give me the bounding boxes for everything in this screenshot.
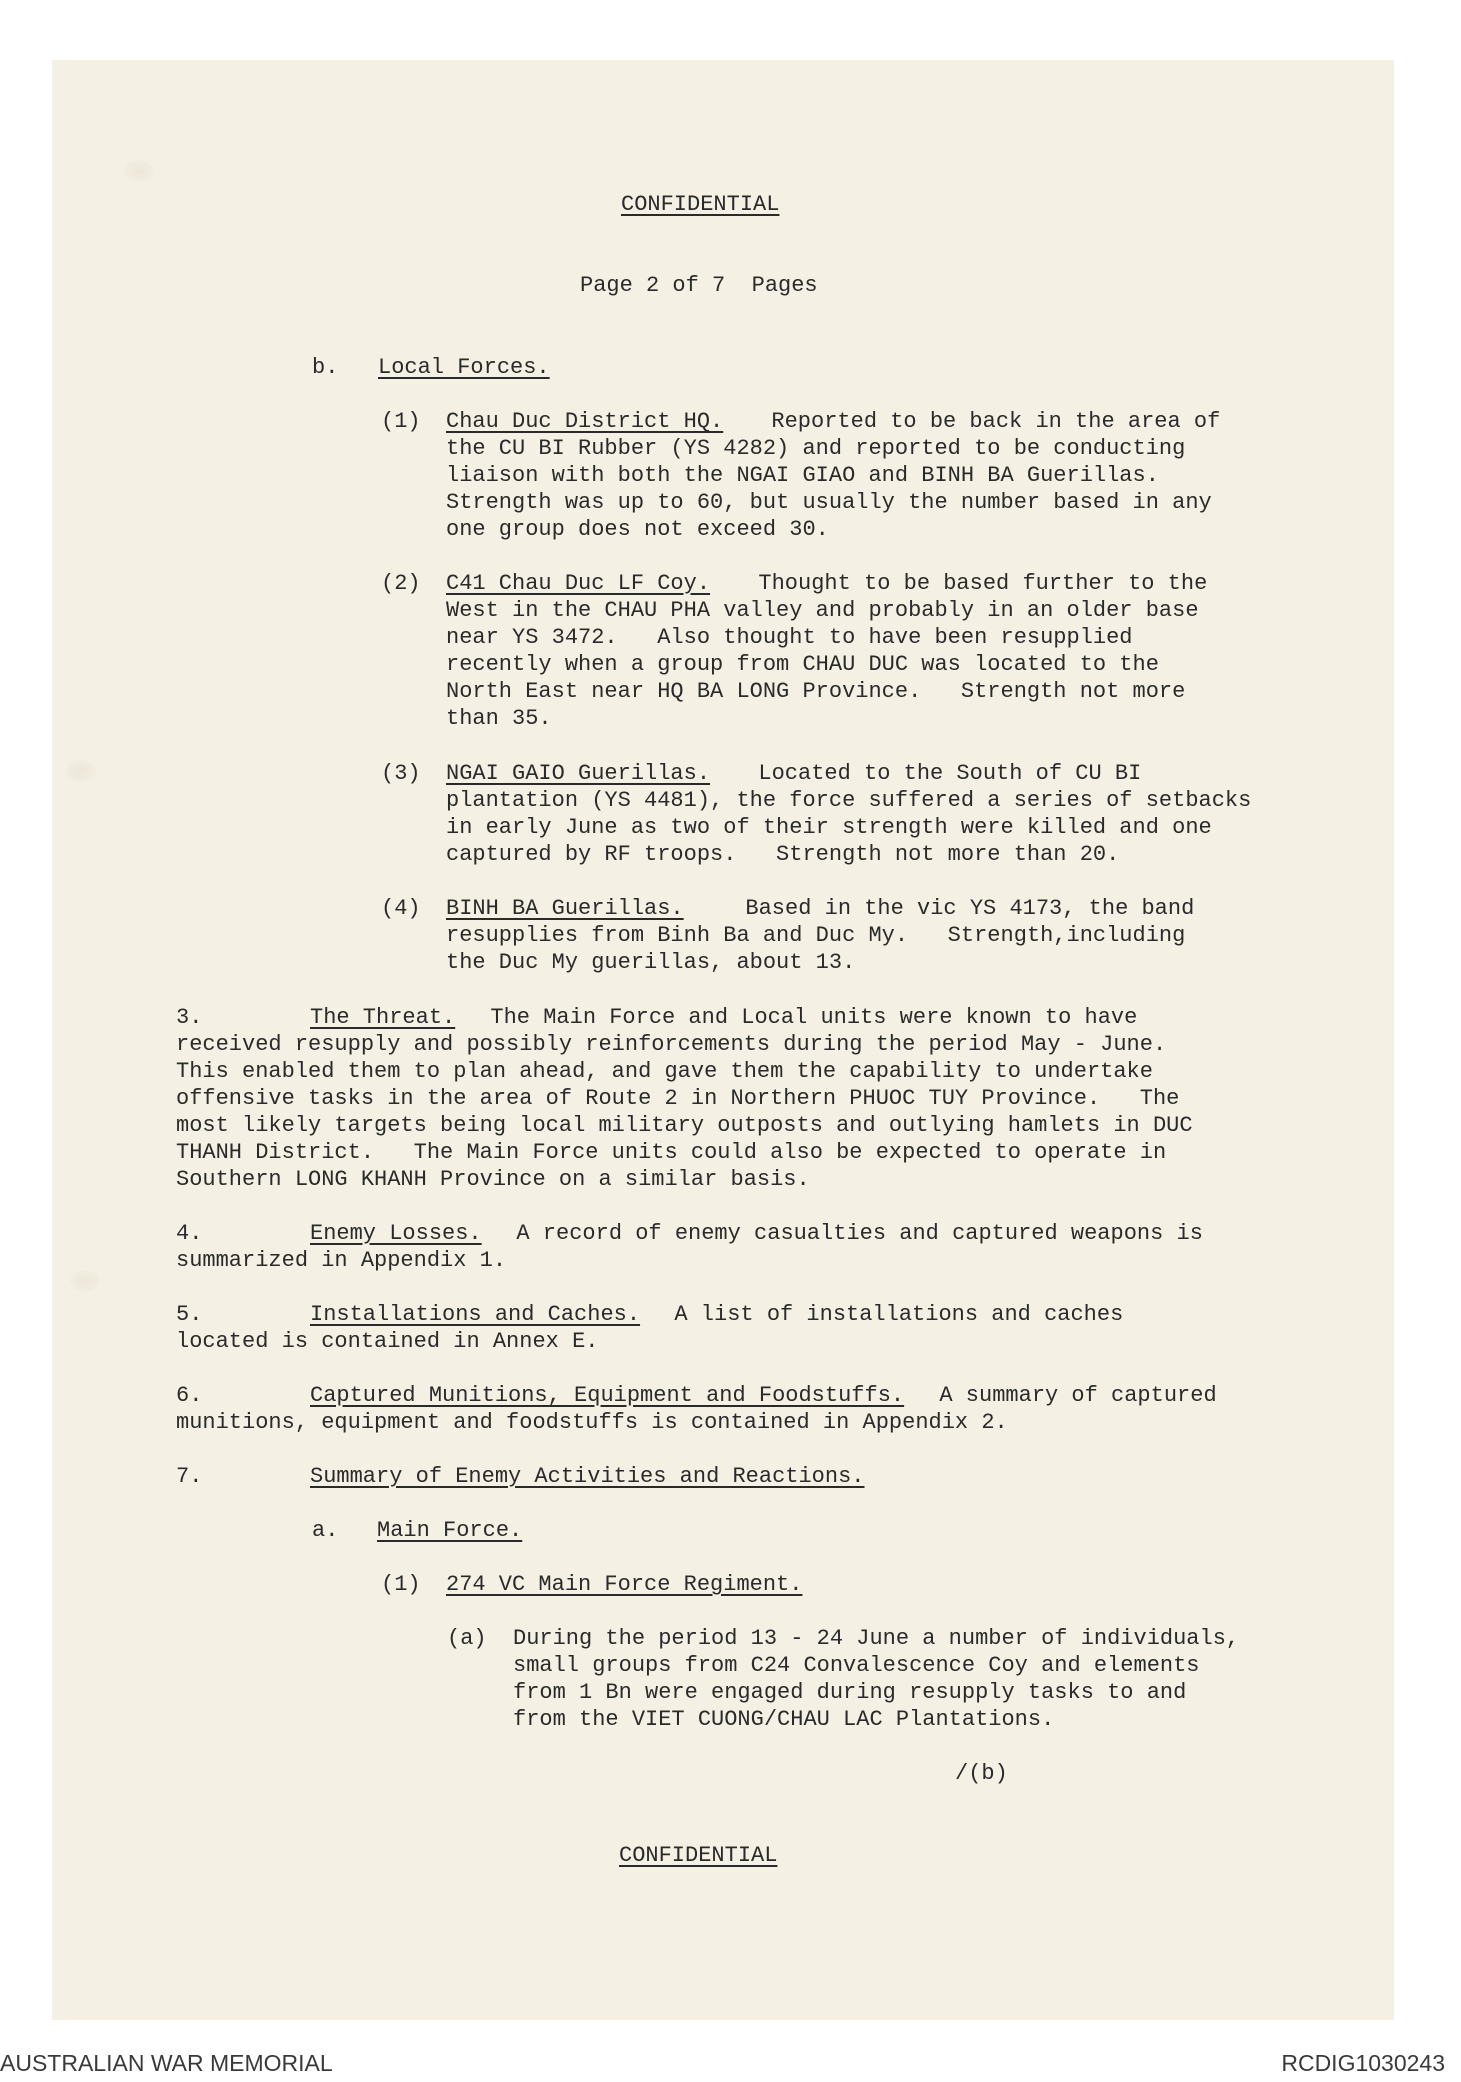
page-number: Page 2 of 7 Pages bbox=[580, 273, 818, 298]
item-text-line: West in the CHAU PHA valley and probably in an older base bbox=[446, 598, 1199, 623]
paragraph-text-line: summarized in Appendix 1. bbox=[176, 1248, 507, 1273]
sub-item-number: (a) bbox=[447, 1626, 487, 1651]
section-marker: b. bbox=[312, 355, 339, 380]
item-number: (3) bbox=[381, 761, 421, 786]
sub-item-text-line: from the VIET CUONG/CHAU LAC Plantations. bbox=[513, 1707, 1055, 1732]
paragraph-number: 3. bbox=[176, 1005, 203, 1030]
section-heading: Local Forces. bbox=[378, 355, 550, 380]
paragraph-title: Enemy Losses. bbox=[310, 1221, 482, 1246]
sub-item-text-line: During the period 13 - 24 June a number of individuals, bbox=[513, 1626, 1240, 1651]
item-title: Chau Duc District HQ. bbox=[446, 409, 724, 434]
item-number: (1) bbox=[381, 1572, 421, 1597]
classification-header: CONFIDENTIAL bbox=[621, 192, 780, 217]
item-title: 274 VC Main Force Regiment. bbox=[446, 1572, 803, 1597]
continuation-marker: /(b) bbox=[955, 1761, 1008, 1786]
punch-hole-mark bbox=[70, 1270, 100, 1292]
paragraph-title: Summary of Enemy Activities and Reactions. bbox=[310, 1464, 865, 1489]
item-text-line: captured by RF troops. Strength not more than 20. bbox=[446, 842, 1120, 867]
archive-reference-id: RCDIG1030243 bbox=[1281, 2050, 1445, 2076]
item-text-line: than 35. bbox=[446, 706, 552, 731]
item-text-line: Based in the vic YS 4173, the band bbox=[719, 896, 1195, 921]
item-text-line: resupplies from Binh Ba and Duc My. Strength,including bbox=[446, 923, 1186, 948]
section-heading: Main Force. bbox=[377, 1518, 523, 1543]
item-title: BINH BA Guerillas. bbox=[446, 896, 684, 921]
paragraph-text-line: received resupply and possibly reinforcements during the period May - June. bbox=[176, 1032, 1167, 1057]
paragraph-text-line: This enabled them to plan ahead, and gave them the capability to undertake bbox=[176, 1059, 1153, 1084]
punch-hole-mark bbox=[66, 760, 96, 782]
paragraph-text-line: THANH District. The Main Force units could also be expected to operate in bbox=[176, 1140, 1167, 1165]
paragraph-text-line: offensive tasks in the area of Route 2 in Northern PHUOC TUY Province. The bbox=[176, 1086, 1180, 1111]
item-text-line: in early June as two of their strength were killed and one bbox=[446, 815, 1212, 840]
item-text-line: Thought to be based further to the bbox=[732, 571, 1208, 596]
item-text-line: the CU BI Rubber (YS 4282) and reported to be conducting bbox=[446, 436, 1186, 461]
sub-item-text-line: from 1 Bn were engaged during resupply tasks to and bbox=[513, 1680, 1187, 1705]
section-marker: a. bbox=[312, 1518, 339, 1543]
item-text-line: Strength was up to 60, but usually the number based in any bbox=[446, 490, 1212, 515]
paragraph-number: 6. bbox=[176, 1383, 203, 1408]
punch-hole-mark bbox=[124, 160, 154, 182]
item-title: NGAI GAIO Guerillas. bbox=[446, 761, 711, 786]
item-number: (2) bbox=[381, 571, 421, 596]
paragraph-title: Captured Munitions, Equipment and Foodstuffs. bbox=[310, 1383, 905, 1408]
paragraph-number: 7. bbox=[176, 1464, 203, 1489]
archive-bar bbox=[0, 2046, 1461, 2082]
item-number: (4) bbox=[381, 896, 421, 921]
item-text-line: the Duc My guerillas, about 13. bbox=[446, 950, 856, 975]
item-text-line: North East near HQ BA LONG Province. Strength not more bbox=[446, 679, 1186, 704]
paragraph-text-line: A record of enemy casualties and captured weapons is bbox=[490, 1221, 1203, 1246]
item-text-line: recently when a group from CHAU DUC was located to the bbox=[446, 652, 1159, 677]
paragraph-text-line: A list of installations and caches bbox=[648, 1302, 1124, 1327]
item-text-line: liaison with both the NGAI GIAO and BINH BA Guerillas. bbox=[446, 463, 1159, 488]
paragraph-number: 5. bbox=[176, 1302, 203, 1327]
paragraph-text-line: The Main Force and Local units were known to have bbox=[464, 1005, 1138, 1030]
paragraph-text-line: Southern LONG KHANH Province on a similar basis. bbox=[176, 1167, 810, 1192]
item-text-line: one group does not exceed 30. bbox=[446, 517, 829, 542]
paragraph-title: The Threat. bbox=[310, 1005, 456, 1030]
item-title: C41 Chau Duc LF Coy. bbox=[446, 571, 711, 596]
item-text-line: near YS 3472. Also thought to have been resupplied bbox=[446, 625, 1133, 650]
paragraph-title: Installations and Caches. bbox=[310, 1302, 641, 1327]
paragraph-text-line: A summary of captured bbox=[913, 1383, 1217, 1408]
archive-source-label: AUSTRALIAN WAR MEMORIAL bbox=[0, 2050, 333, 2076]
classification-footer: CONFIDENTIAL bbox=[619, 1843, 778, 1868]
item-text-line: Located to the South of CU BI bbox=[732, 761, 1142, 786]
paragraph-text-line: most likely targets being local military outposts and outlying hamlets in DUC bbox=[176, 1113, 1193, 1138]
paragraph-text-line: located is contained in Annex E. bbox=[176, 1329, 599, 1354]
item-text-line: plantation (YS 4481), the force suffered a series of setbacks bbox=[446, 788, 1252, 813]
paragraph-text-line: munitions, equipment and foodstuffs is contained in Appendix 2. bbox=[176, 1410, 1008, 1435]
sub-item-text-line: small groups from C24 Convalescence Coy and elements bbox=[513, 1653, 1200, 1678]
item-number: (1) bbox=[381, 409, 421, 434]
paragraph-number: 4. bbox=[176, 1221, 203, 1246]
item-text-line: Reported to be back in the area of bbox=[745, 409, 1221, 434]
